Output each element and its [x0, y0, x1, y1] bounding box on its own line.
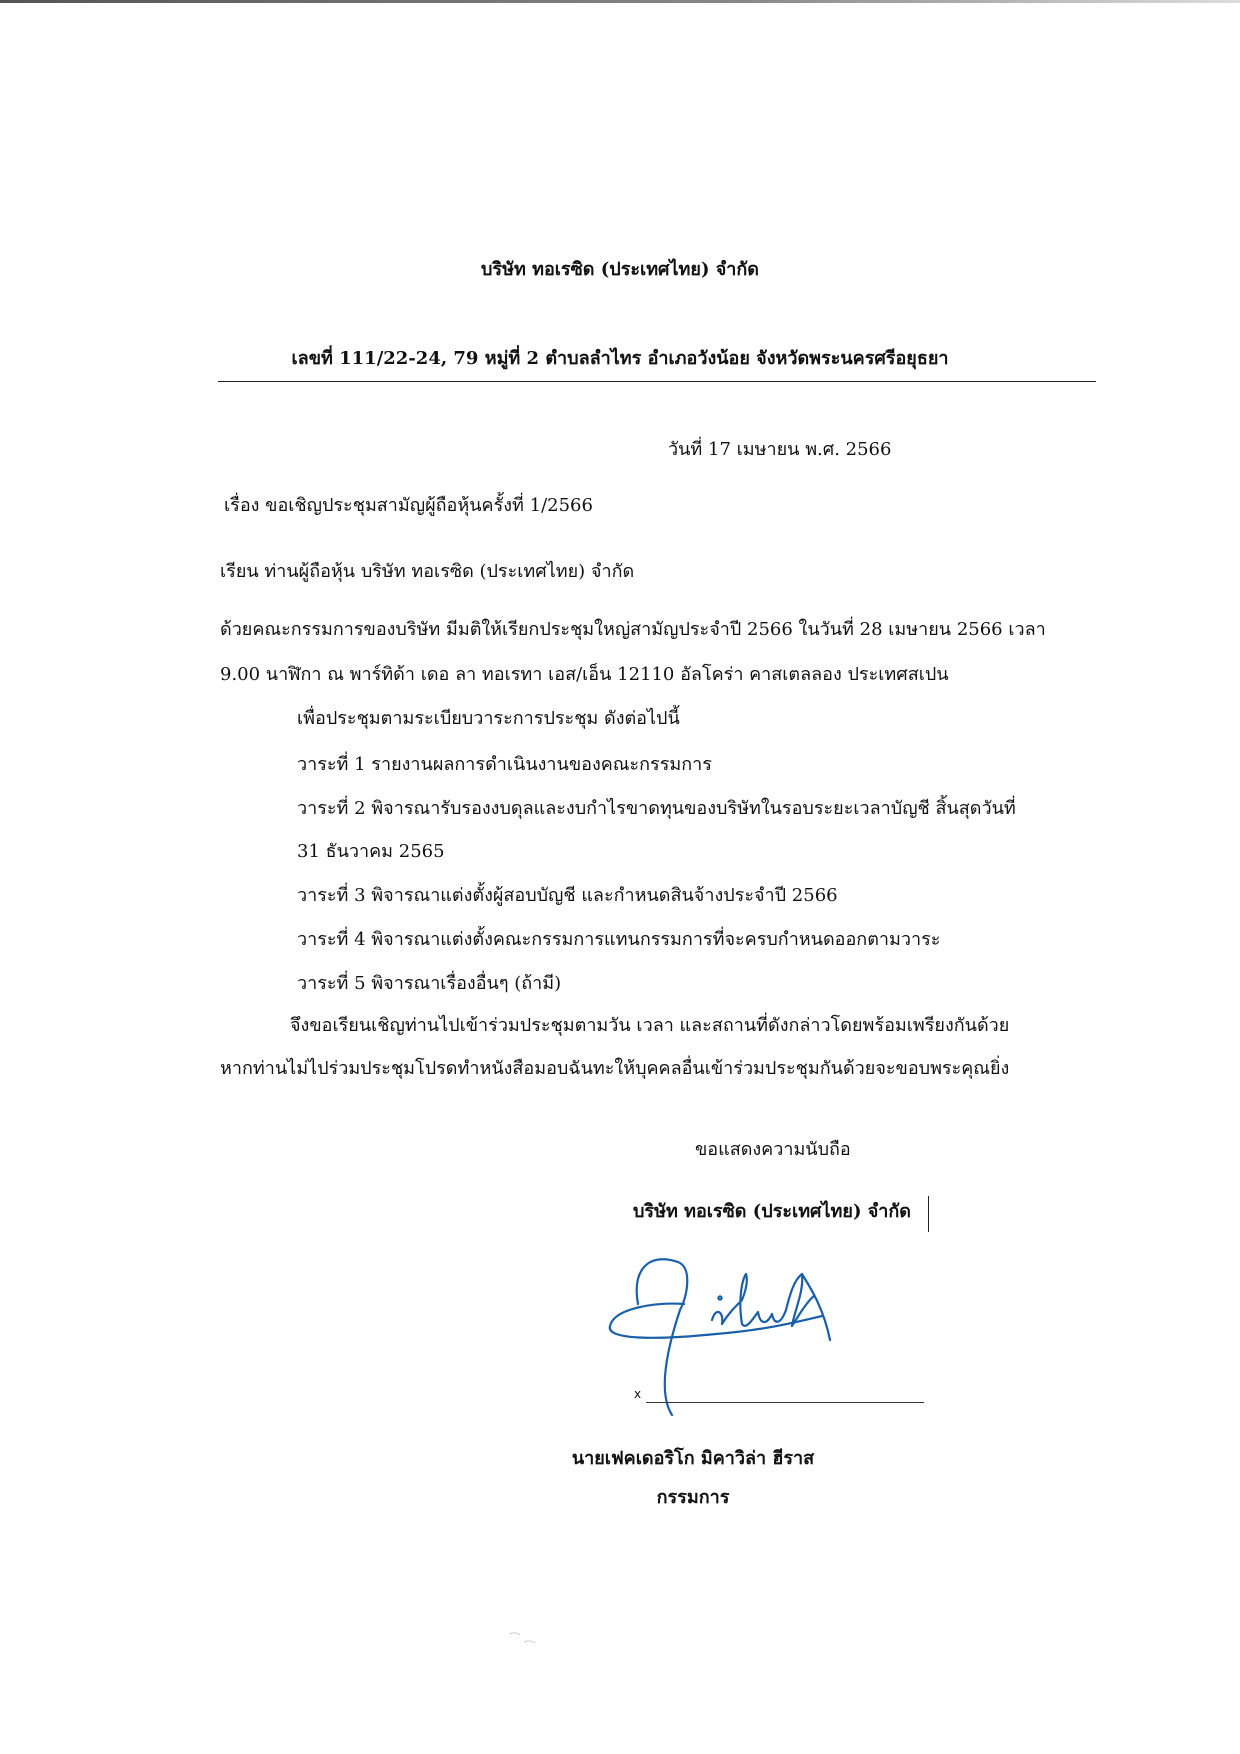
signature-x-mark: x	[634, 1387, 642, 1401]
scan-edge-shadow	[0, 0, 1240, 3]
agenda-item-4: วาระที่ 4 พิจารณาแต่งตั้งคณะกรรมการแทนกรรมการที่จะครบกำหนดออกตามวาระ	[297, 929, 941, 950]
body-paragraph-line-2: 9.00 นาฬิกา ณ พาร์ทิด้า เดอ ลา ทอเรทา เอส/เอ็น 12110 อัลโคร่า คาสเตลลอง ประเทศสเปน	[220, 664, 949, 685]
closing-line-2: หากท่านไม่ไปร่วมประชุมโปรดทำหนังสือมอบฉันทะให้บุคคลอื่นเข้าร่วมประชุมกันด้วยจะขอบพระคุณยิ่ง	[220, 1058, 1010, 1079]
signer-name: นายเฟคเดอริโก มิคาวิล่า ฮีราส	[571, 1448, 815, 1469]
letter-subject: เรื่อง ขอเชิญประชุมสามัญผู้ถือหุ้นครั้งที่ 1/2566	[224, 495, 593, 516]
body-paragraph-line-1: ด้วยคณะกรรมการของบริษัท มีมติให้เรียกประชุมใหญ่สามัญประจำปี 2566 ในวันที่ 28 เมษายน 2566 เวลา	[220, 619, 1046, 640]
scan-speck	[508, 1630, 538, 1646]
header-divider	[218, 381, 1096, 382]
letter-salutation: เรียน ท่านผู้ถือหุ้น บริษัท ทอเรซิด (ประเทศไทย) จำกัด	[220, 561, 635, 582]
handwritten-signature	[596, 1240, 940, 1416]
company-title: บริษัท ทอเรซิด (ประเทศไทย) จำกัด	[481, 259, 759, 280]
agenda-item-5: วาระที่ 5 พิจารณาเรื่องอื่นๆ (ถ้ามี)	[297, 973, 562, 994]
signer-title: กรรมการ	[656, 1487, 730, 1508]
agenda-item-1: วาระที่ 1 รายงานผลการดำเนินงานของคณะกรรมการ	[297, 754, 712, 775]
letter-date: วันที่ 17 เมษายน พ.ศ. 2566	[668, 439, 892, 460]
agenda-item-2: วาระที่ 2 พิจารณารับรองงบดุลและงบกำไรขาดทุนของบริษัทในรอบระยะเวลาบัญชี สิ้นสุดวันที่	[297, 798, 1016, 819]
signatory-company: บริษัท ทอเรซิด (ประเทศไทย) จำกัด	[633, 1201, 911, 1222]
closing-regards: ขอแสดงความนับถือ	[695, 1139, 851, 1160]
agenda-item-2-continued: 31 ธันวาคม 2565	[297, 841, 445, 862]
company-address: เลขที่ 111/22-24, 79 หมู่ที่ 2 ตำบลลำไทร อำเภอวังน้อย จังหวัดพระนครศรีอยุธยา	[291, 348, 949, 369]
closing-line-1: จึงขอเรียนเชิญท่านไปเข้าร่วมประชุมตามวัน เวลา และสถานที่ดังกล่าวโดยพร้อมเพรียงกันด้วย	[290, 1015, 1010, 1036]
signature-line	[646, 1402, 924, 1403]
signature-bracket	[928, 1196, 929, 1232]
agenda-intro: เพื่อประชุมตามระเบียบวาระการประชุม ดังต่อไปนี้	[297, 708, 680, 729]
agenda-item-3: วาระที่ 3 พิจารณาแต่งตั้งผู้สอบบัญชี และกำหนดสินจ้างประจำปี 2566	[297, 885, 838, 906]
